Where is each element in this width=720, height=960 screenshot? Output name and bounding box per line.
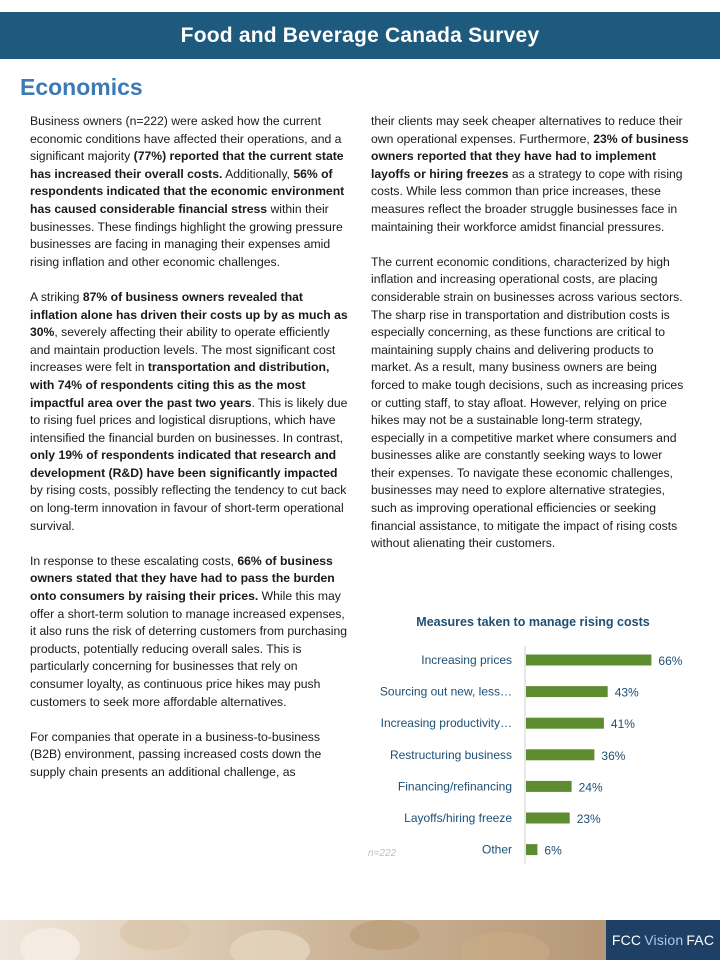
paragraph xyxy=(30,729,352,782)
value-label: 43% xyxy=(614,685,639,700)
paragraph xyxy=(30,113,352,271)
bar xyxy=(526,718,604,729)
bar xyxy=(526,655,651,666)
value-label: 24% xyxy=(578,780,603,795)
paragraph xyxy=(371,113,689,236)
bold-text: only 19% of respondents indicated that research and development (R&D) have been significantly impacted xyxy=(30,448,338,480)
logo-fac: FAC xyxy=(686,932,715,948)
chart-title: Measures taken to manage rising costs xyxy=(416,615,650,629)
left-text-column xyxy=(30,113,352,799)
text-run: The current economic conditions, characterized by high inflation and increasing operational costs, are placing considerable strain on businesses across various sectors. The sharp rise in transportation and distribution costs is especially concerning, as these functions are critical to maintaining supply chains and delivering products to market. As a result, many business owners are being forced to make tough decisions, such as increasing prices or cutting staff, to stay afloat. However, relying on price hikes may not be a sustainable long-term strategy, especially in a competitive market where consumers and businesses alike are constantly seeking ways to lower their expenses. To navigate these economic challenges, businesses may need to explore alternative strategies, such as improving operational efficiencies or seeking financial assistance, to mitigate the impact of rising costs without alienating their customers. xyxy=(371,254,684,551)
bold-text: (77%) reported that the current state has increased their overall costs. xyxy=(30,149,344,181)
paragraph xyxy=(371,254,689,553)
category-label: Sourcing out new, less… xyxy=(379,684,512,699)
logo-fcc: FCC xyxy=(611,932,642,948)
category-label: Financing/refinancing xyxy=(397,779,512,794)
measures-chart xyxy=(368,610,698,865)
right-text-column xyxy=(371,113,689,570)
bar xyxy=(526,844,537,855)
bar xyxy=(526,813,570,824)
text-run: , severely affecting their ability to operate efficiently and maintain production levels. The most significant cost increases were felt in xyxy=(30,325,336,375)
text-run: by rising costs, possibly reflecting the tendency to cut back on long-term innovation in favour of short-term operational survival. xyxy=(30,483,347,533)
bold-text: transportation and distribution, with 74% of respondents citing this as the most impactful area over the past two years xyxy=(30,360,330,410)
text-run: within their businesses. These findings highlight the growing pressure businesses are facing in managing their expenses amid rising inflation and other economic challenges. xyxy=(30,201,343,269)
text-run: their clients may seek cheaper alternatives to reduce their own operational expenses. Furthermore, xyxy=(371,114,683,146)
text-run: In response to these escalating costs, xyxy=(30,553,238,568)
chart-plot xyxy=(368,610,698,865)
category-label: Increasing prices xyxy=(421,653,512,667)
paragraph xyxy=(30,553,352,711)
value-label: 41% xyxy=(610,717,635,732)
text-run: While this may offer a short-term solution to manage increased expenses, it also runs the risk of deterring customers from purchasing products, potentially reducing overall sales. This is particularly concerning for businesses that rely on consumer loyalty, as continuous price hikes may push customers to seek more affordable alternatives. xyxy=(30,589,348,709)
header-banner xyxy=(0,12,720,59)
document-title: Food and Beverage Canada Survey xyxy=(180,23,540,47)
text-run: For companies that operate in a business-to-business (B2B) environment, passing increased costs down the supply chain presents an additional challenge, as xyxy=(30,729,322,779)
value-label: 23% xyxy=(576,812,601,826)
text-run: Business owners (n=222) were asked how the current economic conditions have affected their operations, and a significant majority xyxy=(30,114,342,164)
text-run: . This is likely due to rising fuel prices and logistical disruptions, which have intensified the financial burden on businesses. In contrast, xyxy=(30,395,348,445)
bold-text: 23% of business owners reported that they have had to implement layoffs or hiring freezes xyxy=(371,131,689,181)
fcc-logo xyxy=(606,920,720,960)
bold-text: 56% of respondents indicated that the economic environment has caused considerable financial stress xyxy=(30,166,345,216)
bar xyxy=(526,781,572,792)
category-label: Restructuring business xyxy=(389,747,512,762)
chart-sample-note: n=222 xyxy=(368,848,397,859)
category-label: Other xyxy=(481,842,512,857)
bar xyxy=(526,686,608,697)
category-label: Layoffs/hiring freeze xyxy=(404,811,512,825)
text-run: A striking xyxy=(30,289,83,304)
category-label: Increasing productivity… xyxy=(380,716,512,731)
text-run: Additionally, xyxy=(222,166,294,181)
footer-banner xyxy=(0,920,720,960)
value-label: 36% xyxy=(601,748,626,763)
paragraph xyxy=(30,289,352,535)
bar xyxy=(526,749,594,760)
section-title: Economics xyxy=(20,74,143,100)
bold-text: 66% of business owners stated that they have had to pass the burden onto consumers by raising their prices. xyxy=(30,553,335,604)
value-label: 66% xyxy=(658,654,683,668)
value-label: 6% xyxy=(544,843,562,858)
bold-text: 87% of business owners revealed that inflation alone has driven their costs up by as much as 30% xyxy=(30,289,348,340)
text-run: as a strategy to cope with rising costs. While less common than price increases, these measures reflect the broader struggle businesses face in maintaining their workforce amidst financial pressures. xyxy=(371,166,683,234)
logo-vision: Vision xyxy=(644,932,684,948)
